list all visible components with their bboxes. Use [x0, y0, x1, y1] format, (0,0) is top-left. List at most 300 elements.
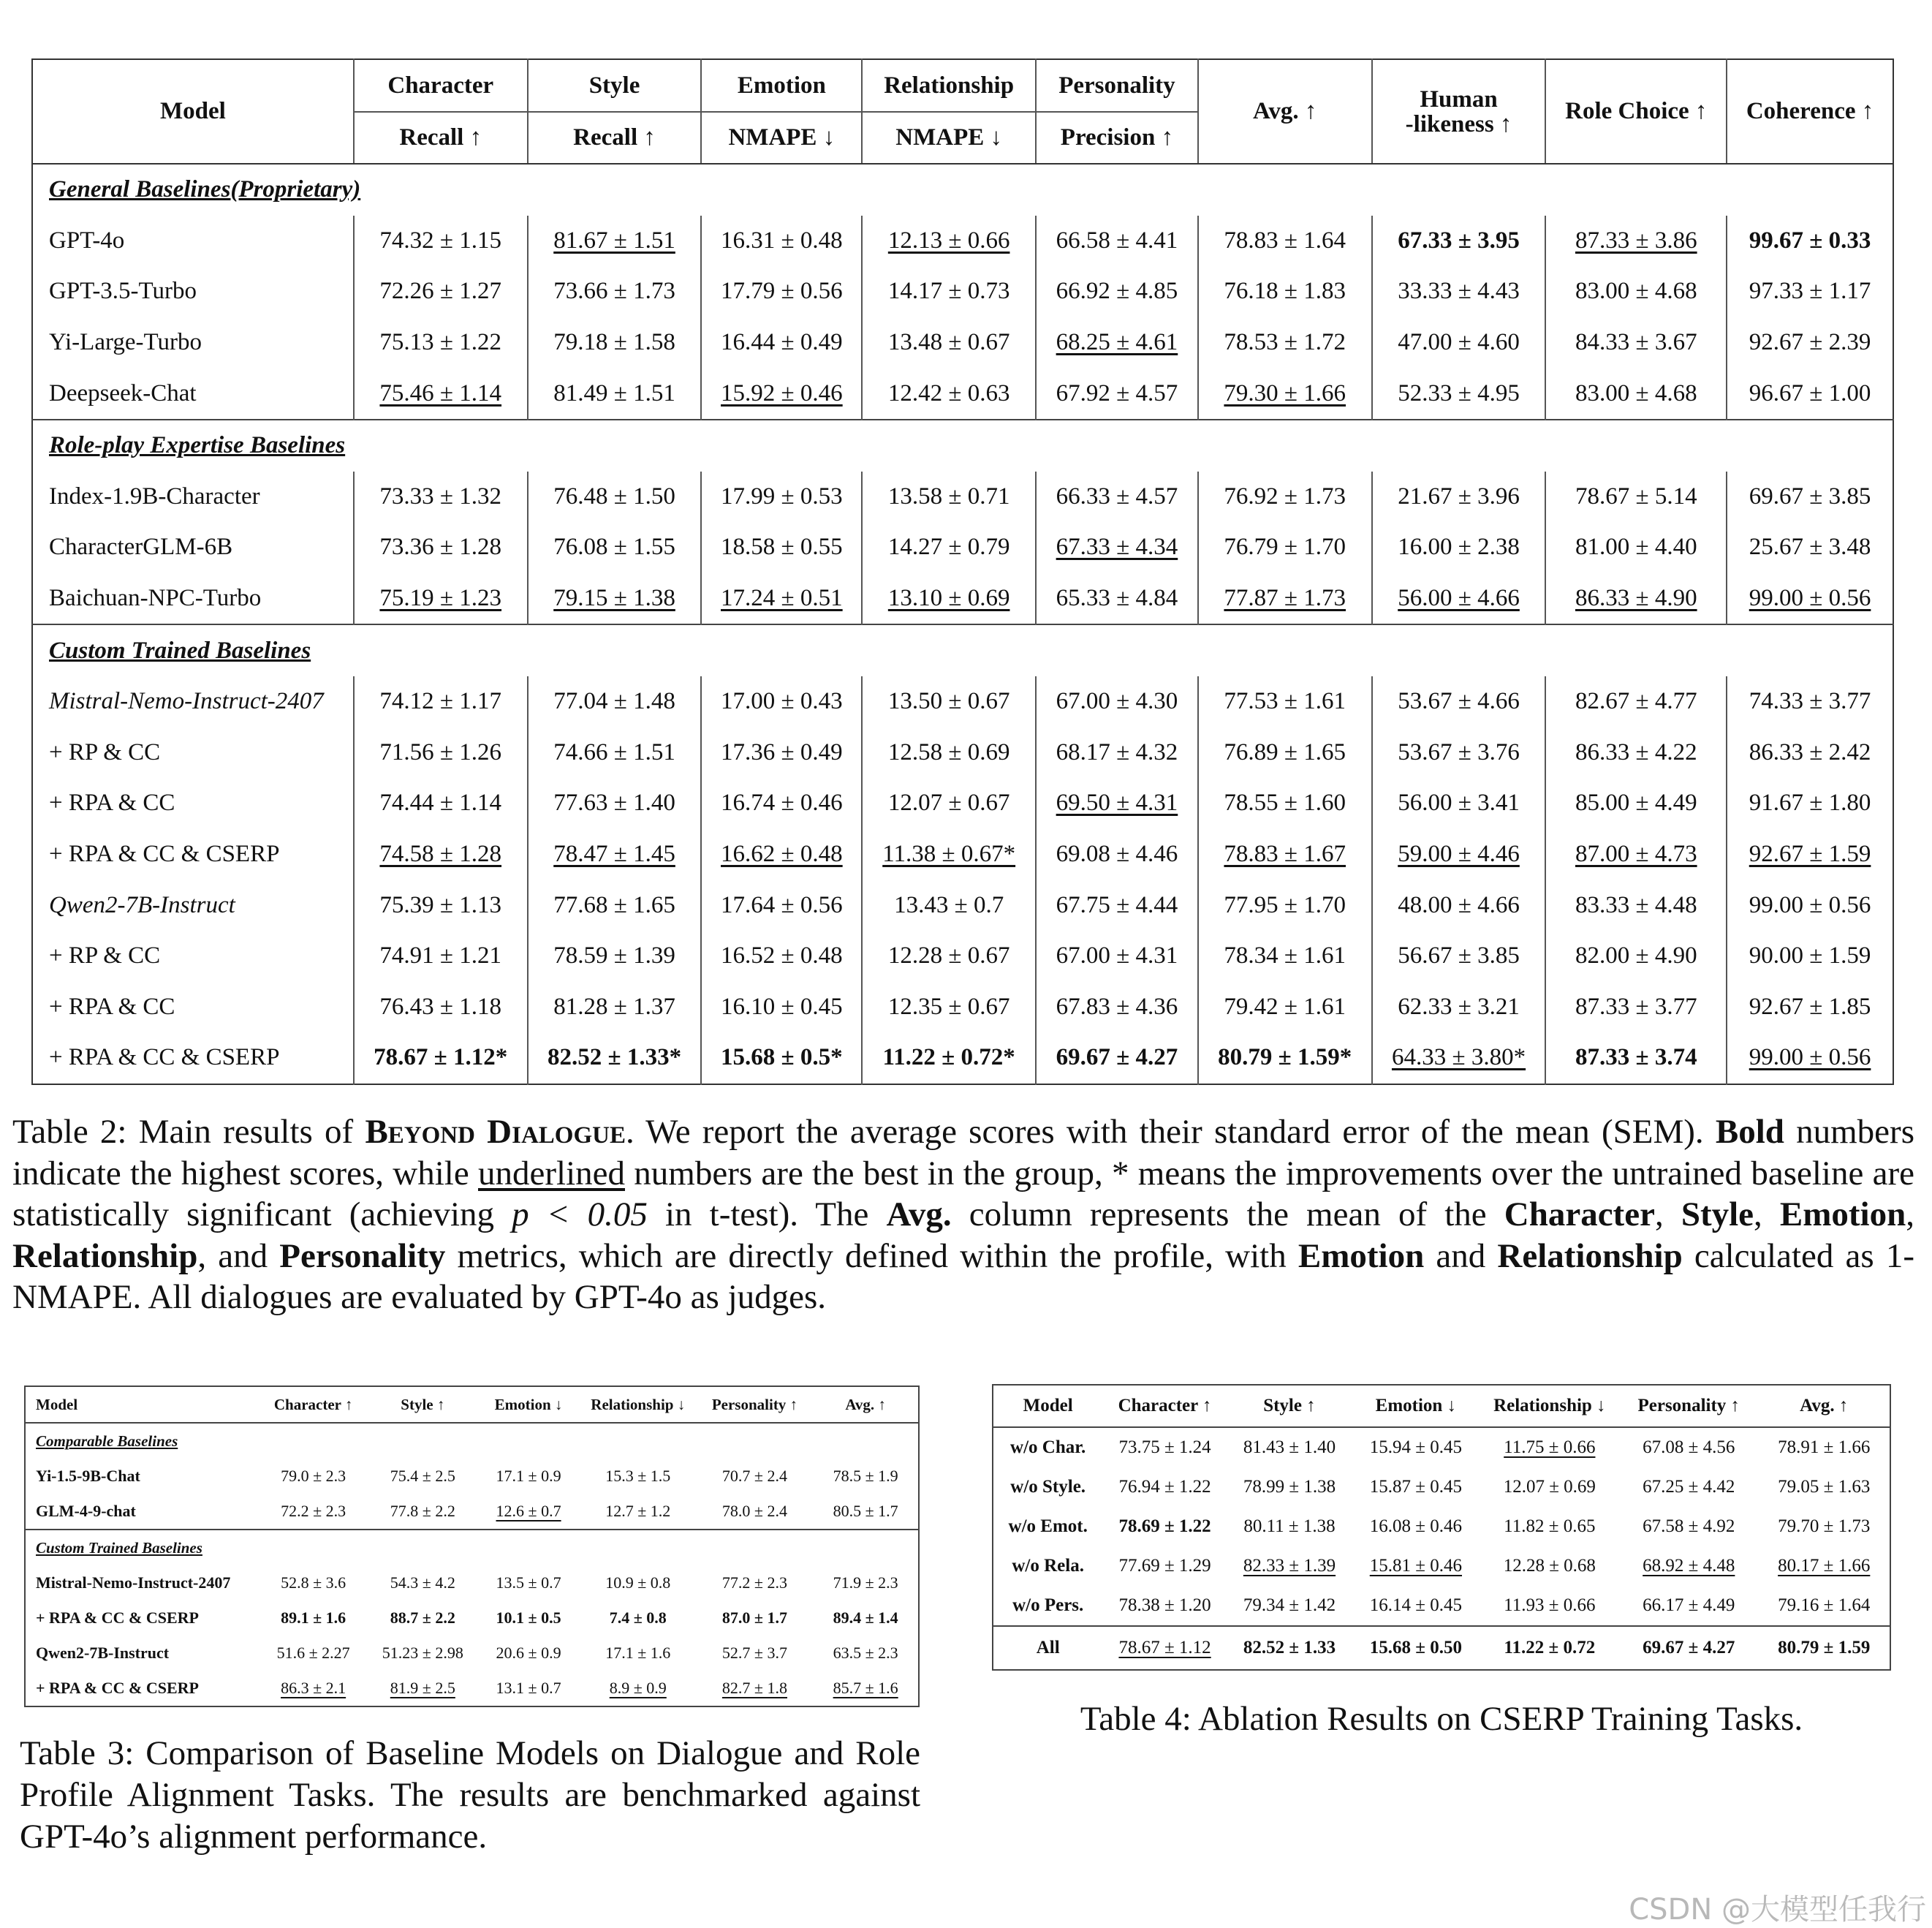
- score-value: 13.10 ± 0.69: [887, 585, 1010, 612]
- score-cell: [1372, 829, 1546, 880]
- score-value: 65.33 ± 4.84: [1056, 585, 1178, 612]
- t2-header-avg: Avg. ↑: [1198, 59, 1372, 164]
- score-value: 11.22 ± 0.72: [1504, 1638, 1596, 1657]
- score-cell: [354, 778, 528, 829]
- score-value: 13.58 ± 0.71: [887, 483, 1010, 510]
- score-cell: [580, 1459, 697, 1494]
- caption-text: in t-test). The: [647, 1195, 887, 1233]
- score-value: 78.91 ± 1.66: [1778, 1437, 1871, 1457]
- group-title: Comparable Baselines: [36, 1432, 178, 1450]
- score-value: 56.00 ± 3.41: [1398, 790, 1520, 817]
- t2-header-role-choice: Role Choice ↑: [1545, 59, 1727, 164]
- score-value: 75.13 ± 1.22: [379, 329, 502, 356]
- score-value: 79.05 ± 1.63: [1778, 1477, 1871, 1497]
- score-value: 69.67 ± 4.27: [1056, 1044, 1178, 1071]
- score-cell: [580, 1636, 697, 1671]
- t4-header-emotion: Emotion ↓: [1352, 1385, 1480, 1427]
- group-header-row: [32, 420, 1893, 472]
- t3-header-emotion: Emotion ↓: [477, 1386, 580, 1423]
- t3-header-personality: Personality ↑: [697, 1386, 814, 1423]
- score-cell: [701, 931, 862, 982]
- t2-subheader-recall: Recall ↑: [528, 112, 702, 164]
- score-value: 16.62 ± 0.48: [721, 841, 843, 868]
- score-value: 48.00 ± 4.66: [1398, 891, 1520, 918]
- table-row: [25, 1636, 919, 1671]
- score-cell: [697, 1636, 814, 1671]
- score-cell: [1036, 368, 1198, 420]
- score-cell: [1727, 931, 1893, 982]
- model-name: + RPA & CC & CSERP: [49, 1044, 280, 1071]
- score-value: 67.33 ± 4.34: [1056, 534, 1178, 561]
- score-value: 21.67 ± 3.96: [1398, 483, 1520, 510]
- score-cell: [1352, 1467, 1480, 1507]
- score-cell: [1372, 266, 1546, 317]
- score-value: 14.17 ± 0.73: [887, 278, 1010, 305]
- score-cell: [862, 676, 1036, 727]
- caption-text: Table 2: Main results of: [12, 1113, 365, 1151]
- score-value: 76.18 ± 1.83: [1224, 278, 1346, 305]
- score-cell: [528, 472, 702, 523]
- score-value: 69.67 ± 4.27: [1643, 1638, 1735, 1657]
- score-cell: [368, 1565, 477, 1600]
- score-value: 92.67 ± 1.85: [1749, 993, 1871, 1020]
- score-value: 68.92 ± 4.48: [1643, 1556, 1735, 1576]
- score-value: 11.82 ± 0.65: [1504, 1516, 1596, 1536]
- score-cell: [1036, 317, 1198, 368]
- score-value: 64.33 ± 3.80*: [1391, 1044, 1526, 1071]
- score-cell: [1227, 1507, 1352, 1546]
- t2-subheader-recall: Recall ↑: [354, 112, 528, 164]
- score-cell: [354, 522, 528, 573]
- model-name: Index-1.9B-Character: [49, 483, 260, 510]
- t2-header-emotion: Emotion: [701, 59, 862, 112]
- score-cell: [368, 1459, 477, 1494]
- caption-bold: Style: [1681, 1195, 1754, 1233]
- score-cell: [528, 931, 702, 982]
- score-value: 97.33 ± 1.17: [1749, 278, 1871, 305]
- score-value: 12.35 ± 0.67: [887, 993, 1010, 1020]
- score-value: 16.52 ± 0.48: [721, 942, 843, 969]
- table-row: [993, 1546, 1890, 1586]
- score-cell: [354, 573, 528, 625]
- score-cell: [1372, 522, 1546, 573]
- score-value: 80.11 ± 1.38: [1243, 1516, 1336, 1536]
- score-cell: [1198, 573, 1372, 625]
- table-row: [32, 880, 1893, 931]
- score-value: 78.55 ± 1.60: [1224, 790, 1346, 817]
- score-cell: [477, 1565, 580, 1600]
- score-cell: [701, 472, 862, 523]
- table-row: [32, 216, 1893, 267]
- score-value: 78.67 ± 5.14: [1575, 483, 1697, 510]
- score-value: 75.39 ± 1.13: [379, 891, 502, 918]
- table-row: [32, 266, 1893, 317]
- score-cell: [1102, 1586, 1227, 1626]
- t4-header-avg: Avg. ↑: [1759, 1385, 1891, 1427]
- model-name: Deepseek-Chat: [49, 379, 197, 407]
- score-cell: [1372, 982, 1546, 1033]
- table-4-ablation: [992, 1384, 1891, 1671]
- score-value: 82.33 ± 1.39: [1243, 1556, 1336, 1576]
- score-value: 25.67 ± 3.48: [1749, 534, 1871, 561]
- caption-text: , and: [197, 1236, 280, 1275]
- ablation-name: w/o Emot.: [1008, 1516, 1088, 1536]
- score-cell: [813, 1565, 919, 1600]
- score-value: 16.74 ± 0.46: [721, 790, 843, 817]
- table-row: [32, 573, 1893, 625]
- score-cell: [1727, 472, 1893, 523]
- model-name: Qwen2-7B-Instruct: [49, 891, 235, 918]
- score-value: 74.33 ± 3.77: [1749, 688, 1871, 715]
- score-cell: [354, 880, 528, 931]
- score-value: 12.28 ± 0.68: [1503, 1556, 1596, 1576]
- score-cell: [862, 266, 1036, 317]
- score-cell: [580, 1565, 697, 1600]
- caption-bold: Avg.: [886, 1195, 952, 1233]
- score-cell: [1198, 522, 1372, 573]
- score-cell: [368, 1636, 477, 1671]
- score-cell: [1727, 829, 1893, 880]
- score-cell: [701, 317, 862, 368]
- score-cell: [701, 1032, 862, 1084]
- score-cell: [862, 829, 1036, 880]
- score-cell: [1545, 931, 1727, 982]
- score-cell: [697, 1494, 814, 1530]
- score-cell: [477, 1494, 580, 1530]
- score-cell: [528, 1032, 702, 1084]
- score-value: 68.17 ± 4.32: [1056, 738, 1178, 765]
- score-cell: [862, 317, 1036, 368]
- model-name: CharacterGLM-6B: [49, 534, 233, 561]
- table-2-main-results: [31, 58, 1894, 1085]
- score-cell: [1036, 880, 1198, 931]
- score-value: 63.5 ± 2.3: [833, 1644, 898, 1662]
- score-cell: [528, 573, 702, 625]
- score-value: 75.4 ± 2.5: [390, 1467, 455, 1485]
- caption-text: column represents the mean of the: [951, 1195, 1504, 1233]
- score-value: 59.00 ± 4.46: [1398, 841, 1520, 868]
- t2-body: [32, 164, 1893, 1084]
- score-value: 88.7 ± 2.2: [390, 1608, 455, 1627]
- score-value: 66.92 ± 4.85: [1056, 278, 1178, 305]
- caption-bold: Emotion: [1298, 1236, 1425, 1275]
- score-value: 78.67 ± 1.12: [1118, 1638, 1211, 1657]
- score-value: 67.58 ± 4.92: [1643, 1516, 1735, 1536]
- score-cell: [1619, 1546, 1758, 1586]
- caption-text: ,: [1906, 1195, 1915, 1233]
- score-value: 12.28 ± 0.67: [887, 942, 1010, 969]
- score-value: 16.10 ± 0.45: [721, 993, 843, 1020]
- score-cell: [1352, 1586, 1480, 1626]
- score-value: 10.9 ± 0.8: [605, 1573, 671, 1592]
- score-cell: [1102, 1427, 1227, 1467]
- table-row: [993, 1427, 1890, 1467]
- score-cell: [477, 1600, 580, 1636]
- score-value: 78.5 ± 1.9: [833, 1467, 898, 1485]
- score-cell: [1036, 522, 1198, 573]
- score-value: 79.0 ± 2.3: [281, 1467, 346, 1485]
- score-value: 13.1 ± 0.7: [496, 1679, 561, 1697]
- ablation-name: w/o Style.: [1010, 1477, 1086, 1497]
- caption-text: ,: [1754, 1195, 1780, 1233]
- score-cell: [1759, 1507, 1891, 1546]
- score-value: 17.99 ± 0.53: [721, 483, 843, 510]
- model-name: + RPA & CC: [49, 993, 175, 1020]
- t2-header-relationship: Relationship: [862, 59, 1036, 112]
- score-value: 91.67 ± 1.80: [1749, 790, 1871, 817]
- score-value: 81.67 ± 1.51: [553, 227, 675, 254]
- score-value: 79.30 ± 1.66: [1224, 379, 1346, 407]
- score-cell: [1619, 1507, 1758, 1546]
- watermark: CSDN @大模型任我行: [1629, 1893, 1926, 1927]
- score-cell: [1372, 368, 1546, 420]
- score-cell: [1727, 778, 1893, 829]
- score-cell: [1198, 317, 1372, 368]
- score-value: 14.27 ± 0.79: [887, 534, 1010, 561]
- score-cell: [1372, 216, 1546, 267]
- score-value: 69.08 ± 4.46: [1056, 841, 1178, 868]
- score-cell: [1102, 1626, 1227, 1670]
- score-cell: [1480, 1507, 1619, 1546]
- score-cell: [1036, 1032, 1198, 1084]
- score-cell: [1545, 778, 1727, 829]
- table-4-caption: Table 4: Ablation Results on CSERP Training Tasks.: [1080, 1700, 1803, 1738]
- score-value: 67.00 ± 4.31: [1056, 942, 1178, 969]
- score-value: 69.67 ± 3.85: [1749, 483, 1871, 510]
- score-value: 73.75 ± 1.24: [1118, 1437, 1211, 1457]
- score-cell: [528, 266, 702, 317]
- score-value: 77.63 ± 1.40: [553, 790, 675, 817]
- score-value: 85.00 ± 4.49: [1575, 790, 1697, 817]
- score-value: 16.00 ± 2.38: [1398, 534, 1520, 561]
- score-cell: [1545, 829, 1727, 880]
- table-row: [993, 1467, 1890, 1507]
- score-value: 56.67 ± 3.85: [1398, 942, 1520, 969]
- score-cell: [862, 472, 1036, 523]
- score-value: 77.69 ± 1.29: [1118, 1556, 1211, 1576]
- score-value: 79.70 ± 1.73: [1778, 1516, 1871, 1536]
- score-cell: [1036, 472, 1198, 523]
- model-name: + RPA & CC & CSERP: [49, 841, 280, 868]
- score-value: 82.67 ± 4.77: [1575, 688, 1697, 715]
- score-value: 86.33 ± 4.22: [1575, 738, 1697, 765]
- score-value: 77.53 ± 1.61: [1224, 688, 1346, 715]
- model-name: GPT-3.5-Turbo: [49, 278, 197, 305]
- model-name: GLM-4-9-chat: [36, 1502, 136, 1520]
- caption-text: . We report the average scores with their standard error of the mean (SEM).: [625, 1113, 1716, 1151]
- score-value: 17.64 ± 0.56: [721, 891, 843, 918]
- score-value: 15.92 ± 0.46: [721, 379, 843, 407]
- score-cell: [1372, 573, 1546, 625]
- score-value: 17.1 ± 1.6: [605, 1644, 671, 1662]
- model-name: Yi-Large-Turbo: [49, 329, 202, 356]
- score-cell: [1480, 1467, 1619, 1507]
- score-cell: [697, 1600, 814, 1636]
- score-value: 86.33 ± 4.90: [1575, 585, 1697, 612]
- score-value: 53.67 ± 4.66: [1398, 688, 1520, 715]
- score-cell: [701, 676, 862, 727]
- caption-bold: Emotion: [1779, 1195, 1906, 1233]
- score-value: 71.9 ± 2.3: [833, 1573, 898, 1592]
- score-cell: [697, 1565, 814, 1600]
- table-row: [993, 1507, 1890, 1546]
- score-value: 17.00 ± 0.43: [721, 688, 843, 715]
- score-value: 54.3 ± 4.2: [390, 1573, 455, 1592]
- table-row: [32, 778, 1893, 829]
- score-value: 74.91 ± 1.21: [379, 942, 502, 969]
- score-cell: [528, 727, 702, 779]
- score-cell: [1727, 266, 1893, 317]
- score-value: 13.43 ± 0.7: [894, 891, 1004, 918]
- score-value: 67.00 ± 4.30: [1056, 688, 1178, 715]
- score-cell: [1036, 216, 1198, 267]
- t4-header-personality: Personality ↑: [1619, 1385, 1758, 1427]
- score-cell: [477, 1671, 580, 1706]
- score-cell: [1102, 1507, 1227, 1546]
- score-cell: [1198, 1032, 1372, 1084]
- score-value: 78.0 ± 2.4: [721, 1502, 787, 1520]
- table-row: [993, 1626, 1890, 1670]
- caption-bold: Character: [1504, 1195, 1655, 1233]
- score-value: 52.33 ± 4.95: [1398, 379, 1520, 407]
- score-value: 99.00 ± 0.56: [1749, 891, 1871, 918]
- score-value: 90.00 ± 1.59: [1749, 942, 1871, 969]
- score-cell: [1198, 676, 1372, 727]
- score-cell: [259, 1671, 368, 1706]
- table-3-comparison: [24, 1385, 920, 1707]
- score-cell: [354, 317, 528, 368]
- score-cell: [580, 1600, 697, 1636]
- score-value: 84.33 ± 3.67: [1575, 329, 1697, 356]
- score-cell: [528, 982, 702, 1033]
- score-value: 77.68 ± 1.65: [553, 891, 675, 918]
- score-value: 86.33 ± 2.42: [1749, 738, 1871, 765]
- score-cell: [1198, 931, 1372, 982]
- score-cell: [1759, 1427, 1891, 1467]
- score-value: 85.7 ± 1.6: [833, 1679, 898, 1697]
- score-cell: [1102, 1467, 1227, 1507]
- score-cell: [862, 1032, 1036, 1084]
- t4-body: [993, 1427, 1890, 1670]
- score-value: 78.47 ± 1.45: [553, 841, 675, 868]
- score-value: 78.99 ± 1.38: [1243, 1477, 1336, 1497]
- score-value: 66.33 ± 4.57: [1056, 483, 1178, 510]
- score-value: 76.79 ± 1.70: [1224, 534, 1346, 561]
- t2-subheader-precision: Precision ↑: [1036, 112, 1198, 164]
- score-value: 76.92 ± 1.73: [1224, 483, 1346, 510]
- score-value: 73.66 ± 1.73: [553, 278, 675, 305]
- score-value: 76.48 ± 1.50: [553, 483, 675, 510]
- score-cell: [1198, 266, 1372, 317]
- score-value: 68.25 ± 4.61: [1056, 329, 1178, 356]
- score-value: 17.1 ± 0.9: [496, 1467, 561, 1485]
- score-cell: [1372, 880, 1546, 931]
- score-cell: [259, 1494, 368, 1530]
- t3-header-relationship: Relationship ↓: [580, 1386, 697, 1423]
- score-cell: [862, 727, 1036, 779]
- score-value: 78.38 ± 1.20: [1118, 1595, 1211, 1615]
- score-value: 66.17 ± 4.49: [1643, 1595, 1735, 1615]
- group-title: Custom Trained Baselines: [25, 1530, 919, 1565]
- score-cell: [528, 317, 702, 368]
- score-value: 18.58 ± 0.55: [721, 534, 843, 561]
- table-row: [32, 522, 1893, 573]
- t3-body: [25, 1423, 919, 1706]
- score-value: 69.50 ± 4.31: [1056, 790, 1178, 817]
- score-cell: [701, 368, 862, 420]
- score-cell: [701, 727, 862, 779]
- score-cell: [259, 1600, 368, 1636]
- score-value: 81.49 ± 1.51: [553, 379, 675, 407]
- score-cell: [1727, 982, 1893, 1033]
- score-cell: [701, 982, 862, 1033]
- score-cell: [1545, 727, 1727, 779]
- score-cell: [1198, 829, 1372, 880]
- score-value: 77.04 ± 1.48: [553, 688, 675, 715]
- score-value: 52.8 ± 3.6: [281, 1573, 346, 1592]
- score-cell: [1545, 317, 1727, 368]
- score-cell: [368, 1494, 477, 1530]
- score-value: 96.67 ± 1.00: [1749, 379, 1871, 407]
- score-cell: [862, 931, 1036, 982]
- score-value: 15.87 ± 0.45: [1369, 1477, 1462, 1497]
- t2-header-model: Model: [32, 59, 354, 164]
- score-cell: [1372, 727, 1546, 779]
- score-cell: [368, 1671, 477, 1706]
- score-cell: [1727, 216, 1893, 267]
- score-value: 86.3 ± 2.1: [281, 1679, 346, 1697]
- ablation-name: w/o Pers.: [1012, 1595, 1084, 1615]
- score-value: 16.08 ± 0.46: [1369, 1516, 1462, 1536]
- score-cell: [1372, 676, 1546, 727]
- score-cell: [1727, 1032, 1893, 1084]
- score-value: 92.67 ± 1.59: [1749, 841, 1871, 868]
- score-value: 76.89 ± 1.65: [1224, 738, 1346, 765]
- score-value: 12.07 ± 0.67: [887, 790, 1010, 817]
- score-value: 71.56 ± 1.26: [379, 738, 502, 765]
- score-cell: [1372, 317, 1546, 368]
- model-name: + RPA & CC: [49, 790, 175, 817]
- score-value: 82.52 ± 1.33: [1243, 1638, 1336, 1657]
- score-value: 11.93 ± 0.66: [1504, 1595, 1596, 1615]
- model-name: GPT-4o: [49, 227, 125, 254]
- caption-underlined: underlined: [478, 1154, 625, 1192]
- ablation-name: w/o Char.: [1010, 1437, 1086, 1457]
- score-value: 15.68 ± 0.5*: [721, 1044, 843, 1071]
- score-cell: [1036, 982, 1198, 1033]
- score-value: 79.34 ± 1.42: [1243, 1595, 1336, 1615]
- table-row: [25, 1600, 919, 1636]
- score-value: 20.6 ± 0.9: [496, 1644, 561, 1662]
- score-value: 76.94 ± 1.22: [1118, 1477, 1211, 1497]
- caption-text: numbers are the best in the group, * means the improvements over the untrained baseline are statistically significant (achieving: [12, 1154, 1914, 1233]
- score-value: 74.32 ± 1.15: [379, 227, 502, 254]
- score-cell: [368, 1600, 477, 1636]
- score-cell: [528, 829, 702, 880]
- score-cell: [1198, 880, 1372, 931]
- score-cell: [1545, 522, 1727, 573]
- score-cell: [1480, 1626, 1619, 1670]
- score-value: 78.83 ± 1.64: [1224, 227, 1346, 254]
- table-row: [25, 1671, 919, 1706]
- score-value: 72.26 ± 1.27: [379, 278, 502, 305]
- table-row: [25, 1459, 919, 1494]
- score-cell: [1036, 266, 1198, 317]
- score-value: 99.67 ± 0.33: [1749, 227, 1871, 254]
- score-cell: [259, 1636, 368, 1671]
- score-value: 74.44 ± 1.14: [379, 790, 502, 817]
- score-value: 67.75 ± 4.44: [1056, 891, 1178, 918]
